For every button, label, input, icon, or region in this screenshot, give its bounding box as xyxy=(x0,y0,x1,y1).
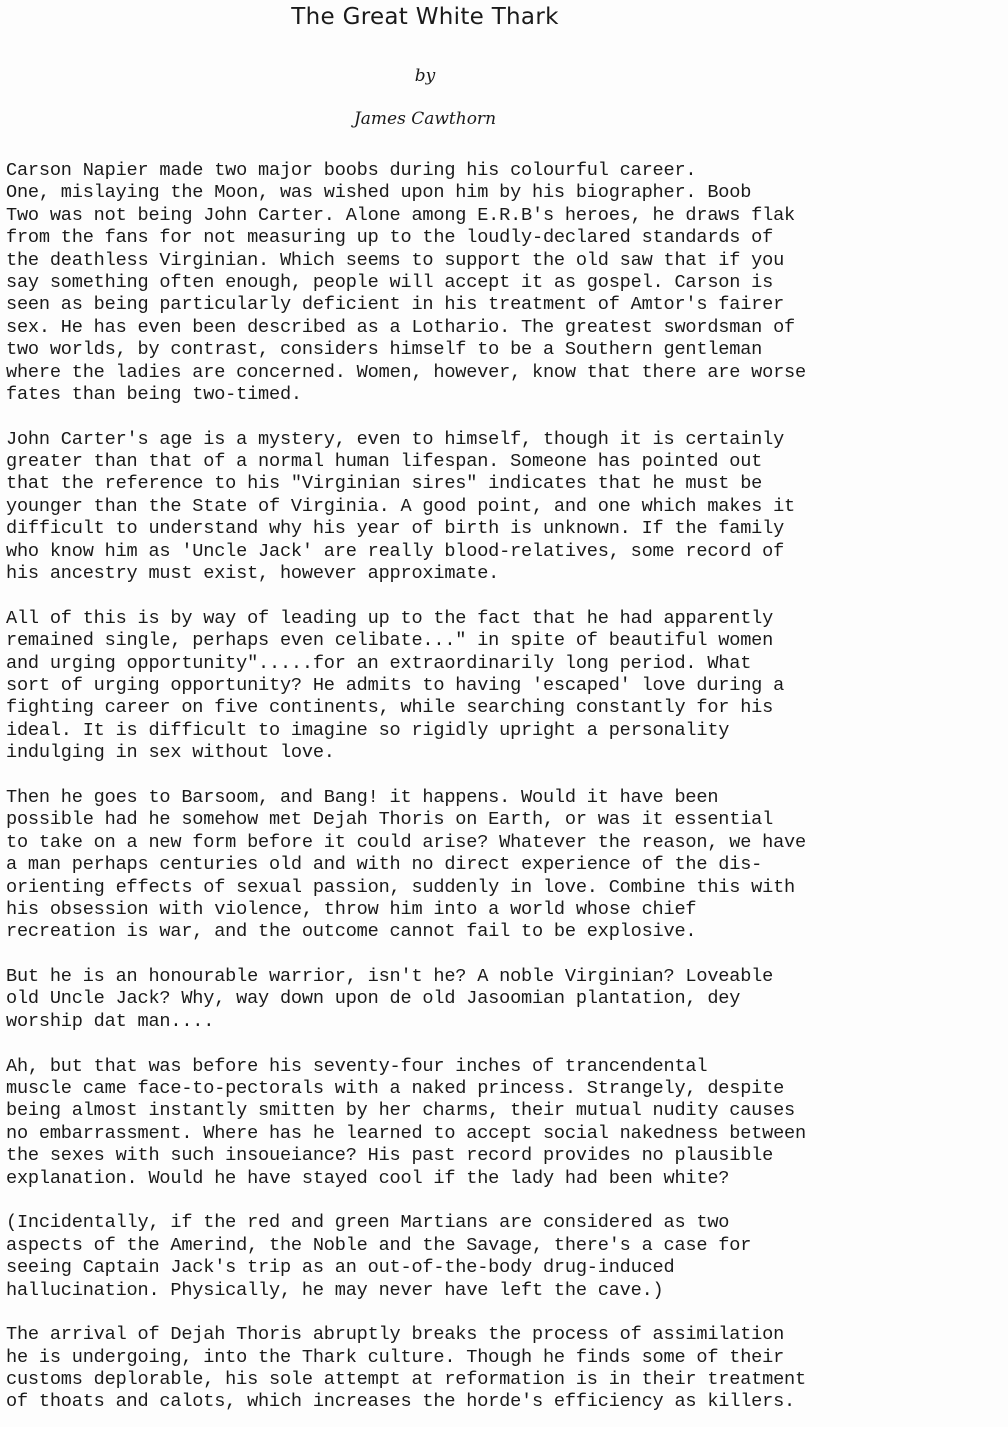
text-line: where the ladies are concerned. Women, however, know that there are worse xyxy=(6,361,806,383)
text-line: that the reference to his "Virginian sires" indicates that he must be xyxy=(6,473,763,495)
text-line: of thoats and calots, which increases the horde's efficiency as killers. xyxy=(6,1391,795,1413)
paragraph xyxy=(6,966,1006,1033)
text-line: customs deplorable, his sole attempt at reformation is in their treatment xyxy=(6,1369,806,1391)
text-line: to take on a new form before it could arise? Whatever the reason, we have xyxy=(6,831,806,853)
paragraph xyxy=(6,787,1006,944)
text-line: a man perhaps centuries old and with no direct experience of the dis- xyxy=(6,854,763,876)
text-line: orienting effects of sexual passion, suddenly in love. Combine this with xyxy=(6,876,795,898)
text-line: sort of urging opportunity? He admits to having 'escaped' love during a xyxy=(6,674,785,696)
paragraph xyxy=(6,1212,1006,1302)
text-line: One, mislaying the Moon, was wished upon him by his biographer. Boob xyxy=(6,182,752,204)
text-line: old Uncle Jack? Why, way down upon de old Jasoomian plantation, dey xyxy=(6,988,741,1010)
text-line: say something often enough, people will accept it as gospel. Carson is xyxy=(6,271,774,293)
paragraph xyxy=(6,429,1006,586)
text-line: younger than the State of Virginia. A good point, and one which makes it xyxy=(6,495,795,517)
paragraph xyxy=(6,608,1006,765)
text-line: greater than that of a normal human lifespan. Someone has pointed out xyxy=(6,451,763,473)
text-line: John Carter's age is a mystery, even to himself, though it is certainly xyxy=(6,428,785,450)
text-line: fighting career on five continents, while searching constantly for his xyxy=(6,697,774,719)
text-line: hallucination. Physically, he may never have left the cave.) xyxy=(6,1279,664,1301)
text-line: sex. He has even been described as a Lothario. The greatest swordsman of xyxy=(6,316,795,338)
text-line: muscle came face-to-pectorals with a naked princess. Strangely, despite xyxy=(6,1078,785,1100)
text-line: the deathless Virginian. Which seems to support the old saw that if you xyxy=(6,249,785,271)
article-title: The Great White Thark xyxy=(291,4,559,30)
paragraph xyxy=(6,1324,1006,1414)
text-line: explanation. Would he have stayed cool if the lady had been white? xyxy=(6,1167,730,1189)
paragraph xyxy=(6,1056,1006,1190)
text-line: All of this is by way of leading up to the fact that he had apparently xyxy=(6,607,774,629)
text-line: ideal. It is difficult to imagine so rigidly upright a personality xyxy=(6,719,730,741)
text-line: remained single, perhaps even celibate..." in spite of beautiful women xyxy=(6,630,774,652)
text-line: seeing Captain Jack's trip as an out-of-the-body drug-induced xyxy=(6,1257,675,1279)
text-line: no embarrassment. Where has he learned to accept social nakedness between xyxy=(6,1122,806,1144)
text-line: (Incidentally, if the red and green Martians are considered as two xyxy=(6,1212,730,1234)
text-line: Then he goes to Barsoom, and Bang! it happens. Would it have been xyxy=(6,786,719,808)
text-line: being almost instantly smitten by her charms, their mutual nudity causes xyxy=(6,1100,795,1122)
text-line: indulging in sex without love. xyxy=(6,742,335,764)
text-line: seen as being particularly deficient in his treatment of Amtor's fairer xyxy=(6,294,785,316)
text-line: his ancestry must exist, however approximate. xyxy=(6,563,500,585)
text-line: the sexes with such insoueiance? His past record provides no plausible xyxy=(6,1145,774,1167)
author-name: James Cawthorn xyxy=(353,109,497,129)
text-line: Carson Napier made two major boobs during his colourful career. xyxy=(6,160,697,181)
text-line: he is undergoing, into the Thark culture. Though he finds some of their xyxy=(6,1346,785,1368)
text-line: recreation is war, and the outcome cannot fail to be explosive. xyxy=(6,921,697,943)
text-line: But he is an honourable warrior, isn't he? A noble Virginian? Loveable xyxy=(6,966,774,988)
text-line: his obsession with violence, throw him into a world whose chief xyxy=(6,898,697,920)
text-line: difficult to understand why his year of birth is unknown. If the family xyxy=(6,518,785,540)
text-line: worship dat man.... xyxy=(6,1010,215,1032)
text-line: The arrival of Dejah Thoris abruptly breaks the process of assimilation xyxy=(6,1324,785,1346)
byline-by: by xyxy=(414,66,436,86)
text-line: who know him as 'Uncle Jack' are really blood-relatives, some record of xyxy=(6,540,785,562)
text-line: possible had he somehow met Dejah Thoris on Earth, or was it essential xyxy=(6,809,774,831)
text-line: aspects of the Amerind, the Noble and the Savage, there's a case for xyxy=(6,1234,752,1256)
text-line: two worlds, by contrast, considers himself to be a Southern gentleman xyxy=(6,339,763,361)
text-line: from the fans for not measuring up to the loudly-declared standards of xyxy=(6,227,774,249)
text-line: Ah, but that was before his seventy-four inches of trancendental xyxy=(6,1055,708,1077)
text-line: fates than being two-timed. xyxy=(6,383,302,405)
text-line: and urging opportunity".....for an extraordinarily long period. What xyxy=(6,652,752,674)
text-line: Two was not being John Carter. Alone among E.R.B's heroes, he draws flak xyxy=(6,204,795,226)
article-body xyxy=(6,160,1006,1436)
paragraph xyxy=(6,160,1006,406)
